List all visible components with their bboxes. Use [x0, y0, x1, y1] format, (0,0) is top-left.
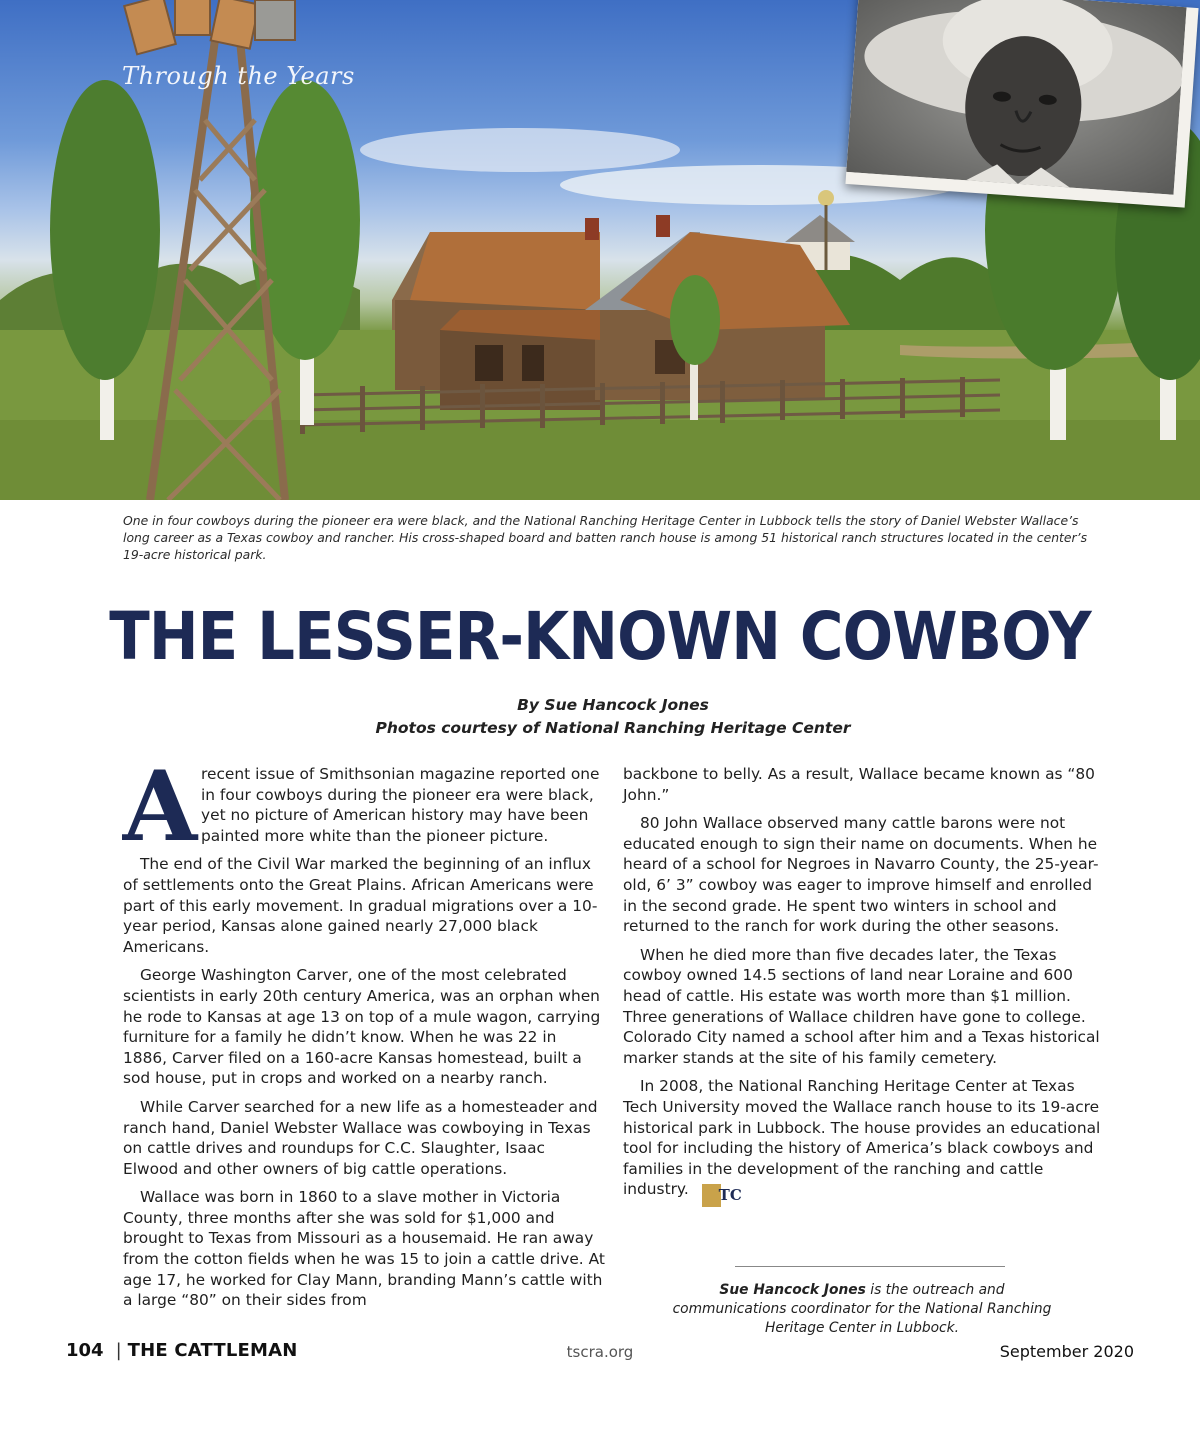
drop-cap: A — [122, 750, 198, 863]
page-number: 104 — [66, 1340, 104, 1361]
last-paragraph-text: In 2008, the National Ranching Heritage Center at Texas Tech University moved the Wallace ranch house to its 19-acre historical park in Lubbock. The house provides an educational tool for including the history of America’s black cowboys and families in the development of the ranching and cattle industry. — [623, 1077, 1101, 1199]
footer-website: tscra.org — [566, 1343, 634, 1361]
magazine-name: THE CATTLEMAN — [127, 1340, 298, 1361]
article-paragraph: Wallace was born in 1860 to a slave mother in Victoria County, three months after she was sold for $1,000 and brought to Texas from Missouri as a housemaid. He ran away from the cotton fields when he was 15 to join a cattle drive. At age 17, he worked for Clay Mann, branding Mann’s cattle with a large “80” on their sides from — [123, 1188, 605, 1310]
bio-author-name: Sue Hancock Jones — [719, 1282, 866, 1298]
article-paragraph-continued: backbone to belly. As a result, Wallace became known as “80 John.” — [623, 765, 1095, 804]
author-byline: By Sue Hancock Jones — [517, 696, 709, 714]
article-paragraph — [122, 750, 605, 863]
bio-text: is the outreach and communications coordinator for the National Ranching Heritage Center in Lubbock. — [672, 1282, 1052, 1336]
article-paragraph-last — [623, 1076, 1105, 1207]
byline-block — [0, 694, 1200, 740]
article-paragraph: While Carver searched for a new life as a homesteader and ranch hand, Daniel Webster Wallace was cowboying in Texas on cattle drives and roundups for C.C. Slaughter, Isaac Elwood and other owners of big cattle operations. — [123, 1097, 598, 1178]
section-tag: Through the Years — [122, 62, 355, 90]
article-column-left — [122, 750, 605, 1319]
article-paragraph: 80 John Wallace observed many cattle barons were not educated enough to sign their name on documents. When he heard of a school for Negroes in Navarro County, the 25-year-old, 6’ 3” cowboy was eager to improve himself and enrolled in the second grade. He spent two winters in school and returned to the ranch for work during the other seasons. — [623, 814, 1099, 936]
article-paragraph: The end of the Civil War marked the beginning of an influx of settlements onto the Great Plains. African Americans were part of this early movement. In gradual migrations over a 10-year period, Kansas alone gained nearly 27,000 black Americans. — [123, 855, 598, 956]
portrait-photo — [845, 0, 1198, 208]
article-column-right — [623, 764, 1105, 1215]
article-paragraph: When he died more than five decades later, the Texas cowboy owned 14.5 sections of land near Loraine and 600 head of cattle. His estate was worth more than $1 million. Three generations of Wallace children have gone to college. Colorado City named a school after him and a Texas historical marker stands at the site of his family cemetery. — [623, 945, 1100, 1067]
bio-divider — [735, 1266, 1005, 1267]
end-mark-icon: TC — [702, 1184, 721, 1207]
footer-date: September 2020 — [999, 1342, 1134, 1361]
article-title: THE LESSER-KNOWN COWBOY — [109, 598, 1091, 675]
photo-caption: One in four cowboys during the pioneer era were black, and the National Ranching Heritage Center in Lubbock tells the story of Daniel Webster Wallace’s long career as a Texas cowboy and rancher. His cross-shaped board and batten ranch house is among 51 historical ranch structures located in the center’s 19-acre historical park. — [123, 513, 1088, 562]
article-paragraph: George Washington Carver, one of the most celebrated scientists in early 20th century America, was an orphan when he rode to Kansas at age 13 on top of a mule wagon, carrying furniture for a family he didn’t know. When he was 22 in 1886, Carver filed on a 160-acre Kansas homestead, built a sod house, put in crops and worked on a nearby ranch. — [123, 966, 601, 1088]
author-bio — [662, 1281, 1062, 1338]
photo-credit: Photos courtesy of National Ranching Heritage Center — [375, 719, 851, 737]
hero-photo — [0, 0, 1200, 500]
first-paragraph-text: recent issue of Smithsonian magazine reported one in four cowboys during the pioneer era were black, yet no picture of American history may have been painted more white than the pioneer picture. — [201, 765, 600, 845]
footer-separator: | — [115, 1340, 122, 1361]
